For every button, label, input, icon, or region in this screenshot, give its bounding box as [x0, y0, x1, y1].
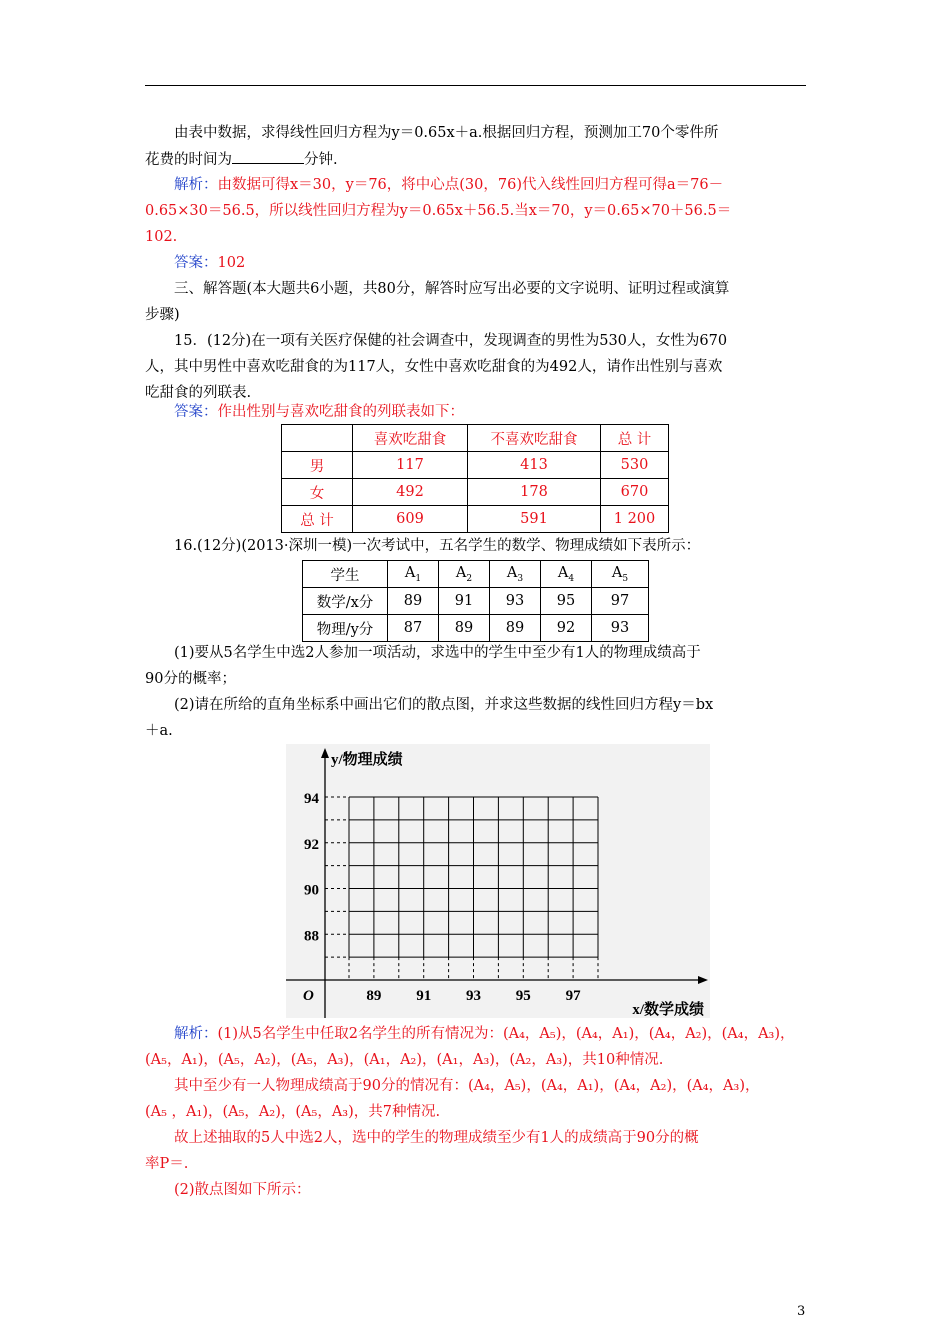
q14-solution-line1: 解析：由数据可得x＝30，y＝76，将中心点(30，76)代入线性回归方程可得a＝76－: [174, 177, 724, 193]
q14-solution-line3: 102.: [145, 229, 178, 245]
x-tick-label: 95: [515, 988, 531, 1004]
x-tick-label: 91: [416, 988, 432, 1004]
y-tick-label: 92: [304, 836, 319, 853]
section3-heading-line2: 步骤): [145, 307, 180, 323]
y-axis-title: y/物理成绩: [331, 752, 403, 768]
table-row: 数学/x分 89 91 93 95 97: [303, 588, 649, 615]
solution-label: 解析：: [174, 177, 218, 193]
scatter-grid-chart: [286, 744, 710, 1018]
x-tick-label: 97: [565, 988, 581, 1004]
y-tick-label: 94: [304, 791, 319, 807]
q14-text-line2: 花费的时间为 分钟.: [145, 149, 806, 170]
q16-solution-line1: 解析：(1)从5名学生中任取2名学生的所有情况为：(A₄，A₅)，(A₄，A₁)，(A₄，A₂)，(A₄，A₃)，: [174, 1026, 795, 1042]
q15-line3: 吃甜食的列联表.: [145, 385, 252, 401]
table-row: 学生 $A_1$ $A_2$ $A_3$ $A_4$ $A_5$: [303, 561, 649, 588]
scores-table: [302, 560, 649, 642]
contingency-table: [281, 424, 669, 533]
table-row: 物理/y分 87 89 89 92 93: [303, 615, 649, 642]
table-row: 男 117 413 530: [282, 452, 669, 479]
q14-text-line1: 由表中数据，求得线性回归方程为y＝0.65x＋a.根据回归方程，预测加工70个零件所: [174, 125, 719, 141]
y-tick-label: 90: [304, 882, 319, 899]
q14-solution-line2: 0.65×30＝56.5，所以线性回归方程为y＝0.65x＋56.5.当x＝70，y＝0.65×70＋56.5＝: [145, 203, 732, 219]
q15-answer: 答案：作出性别与喜欢吃甜食的列联表如下：: [174, 404, 464, 420]
header-rule: [145, 85, 806, 86]
section3-heading-line1: 三、解答题(本大题共6小题，共80分，解答时应写出必要的文字说明、证明过程或演算: [174, 281, 730, 297]
q15-line1: 15．(12分)在一项有关医疗保健的社会调查中，发现调查的男性为530人，女性为670: [174, 333, 728, 349]
x-axis-title: x/数学成绩: [632, 1002, 704, 1018]
q16-solution-line3: 其中至少有一人物理成绩高于90分的情况有：(A₄，A₅)，(A₄，A₁)，(A₄，A₂)，(A₄，A₃)，: [174, 1078, 760, 1094]
x-tick-label: 89: [366, 988, 382, 1004]
x-tick-label: 93: [466, 988, 481, 1004]
q16-solution-line7: (2)散点图如下所示：: [174, 1182, 311, 1198]
q16-solution-line6: 率P＝.: [145, 1156, 189, 1172]
q15-line2: 人，其中男性中喜欢吃甜食的为117人，女性中喜欢吃甜食的为492人，请作出性别与喜欢: [145, 359, 723, 375]
q16-solution-line4: (A₅ ，A₁)，(A₅，A₂)，(A₅，A₃)，共7种情况.: [145, 1104, 441, 1120]
q16-part1-line1: (1)要从5名学生中选2人参加一项活动，求选中的学生中至少有1人的物理成绩高于: [174, 645, 701, 661]
answer-blank: [232, 149, 304, 164]
q16-part2-line1: (2)请在所给的直角坐标系中画出它们的散点图，并求这些数据的线性回归方程y＝bx: [174, 697, 714, 713]
page-number: 3: [797, 1304, 806, 1319]
q16-solution-line5: 故上述抽取的5人中选2人，选中的学生的物理成绩至少有1人的成绩高于90分的概: [174, 1130, 699, 1146]
q16-line1: 16.(12分)(2013·深圳一模)一次考试中，五名学生的数学、物理成绩如下表所示：: [174, 538, 701, 554]
q16-solution-line2: (A₅，A₁)，(A₅，A₂)，(A₅，A₃)，(A₁，A₂)，(A₁，A₃)，(A₂，A₃)，共10种情况.: [145, 1052, 664, 1068]
table-row: 喜欢吃甜食 不喜欢吃甜食 总 计: [282, 425, 669, 452]
y-tick-label: 88: [304, 928, 319, 945]
q16-part2-line2: ＋a.: [145, 723, 173, 739]
table-row: 总 计 609 591 1 200: [282, 506, 669, 533]
table-row: 女 492 178 670: [282, 479, 669, 506]
q14-answer: 答案：102: [174, 255, 246, 271]
q16-part1-line2: 90分的概率；: [145, 671, 236, 687]
origin-label: O: [303, 988, 314, 1004]
